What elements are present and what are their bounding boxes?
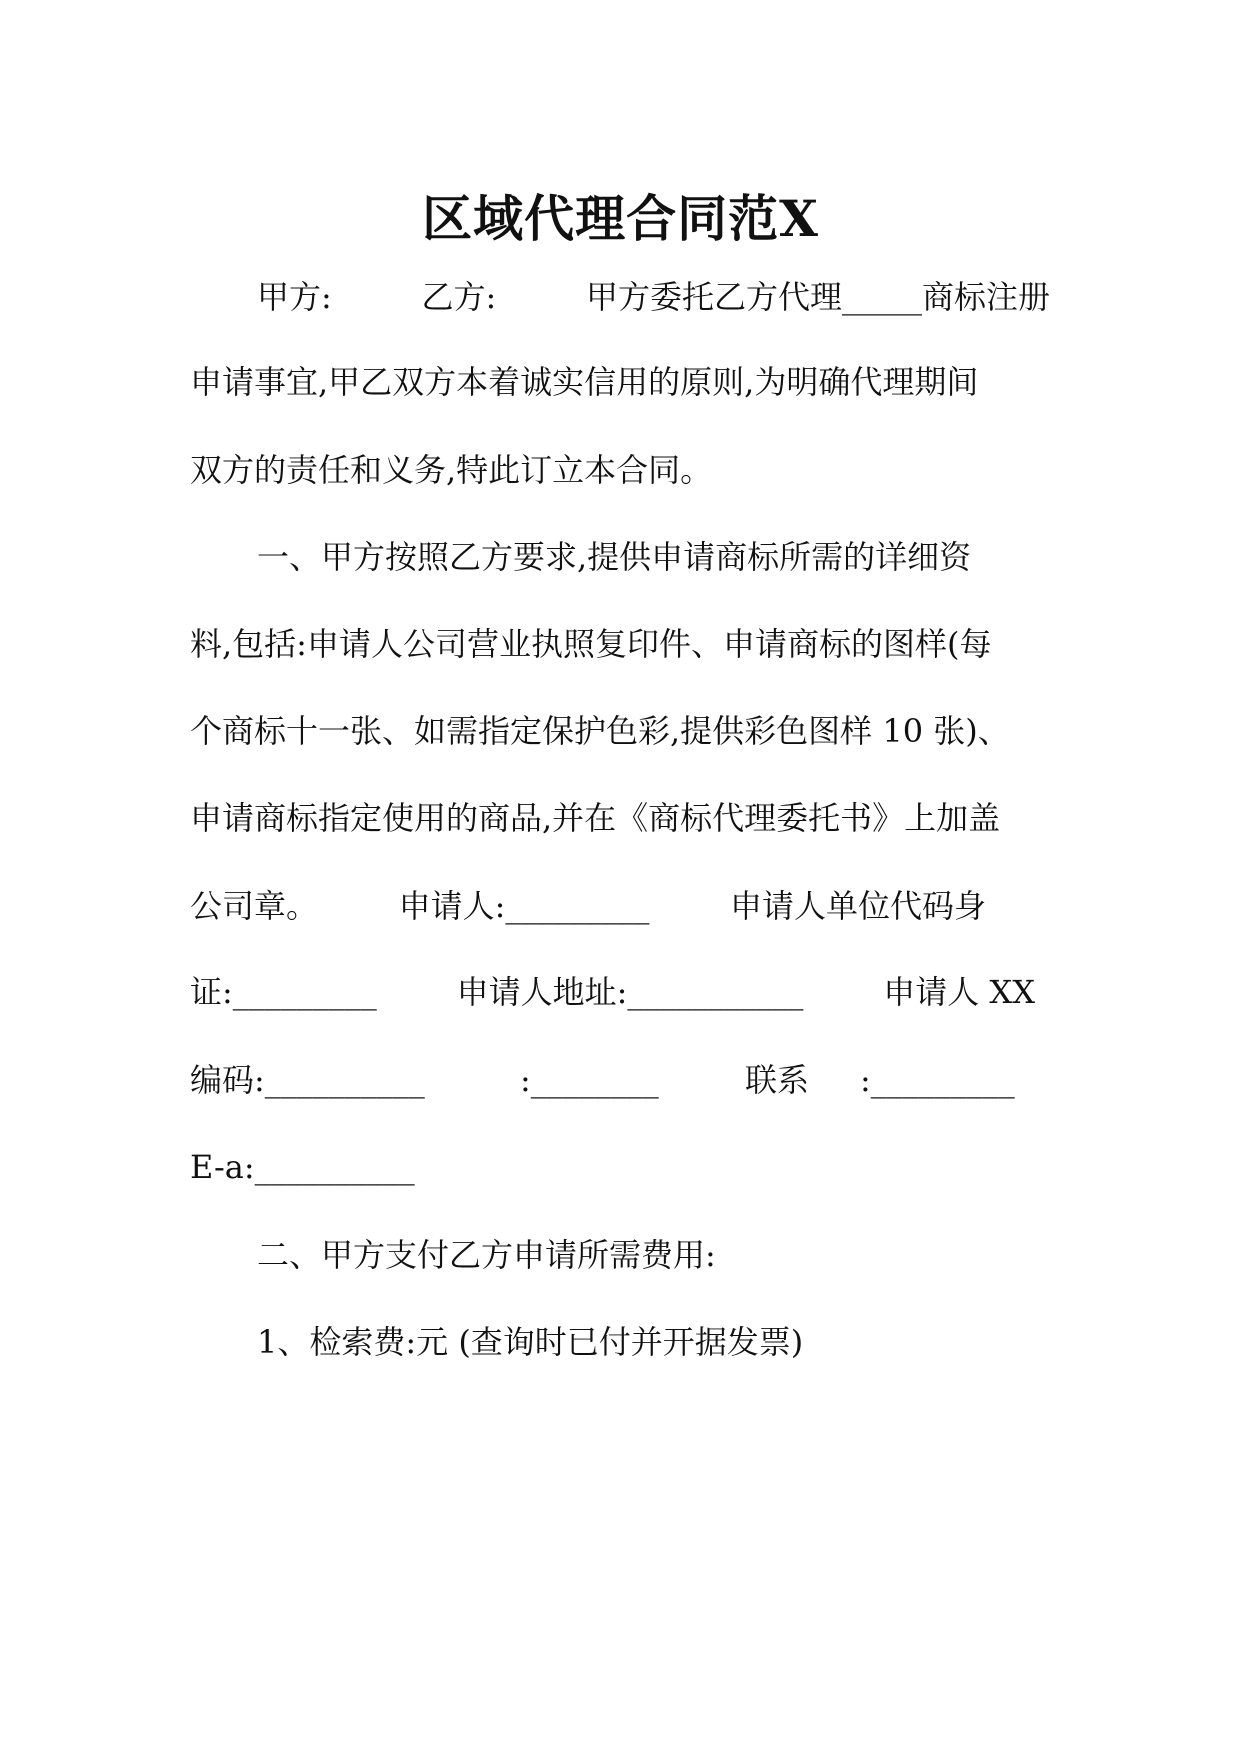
paragraph-text: 申请事宜,甲乙双方本着诚实信用的原则,为明确代理期间: [190, 363, 979, 401]
entrust-text: 甲方委托乙方代理_____商标注册: [585, 278, 1050, 316]
paragraph-line-parties: [257, 275, 1050, 319]
applicant-xx-label: 申请人 XX: [883, 973, 1035, 1011]
paragraph-text: 料,包括:申请人公司营业执照复印件、申请商标的图样(每: [190, 625, 992, 663]
email-line: [190, 1145, 1050, 1189]
applicant-field: 申请人:_________: [398, 887, 650, 925]
applicant-address-field: 申请人地址:___________: [456, 973, 804, 1011]
paragraph-text: 一、甲方按照乙方要求,提供申请商标所需的详细资: [257, 538, 972, 576]
applicant-code-label: 申请人单位代码身: [729, 887, 986, 925]
contact-field: :_________: [860, 1061, 1015, 1099]
section-1-heading-line: [257, 535, 1050, 579]
paragraph-line: [190, 622, 1050, 666]
section-2-heading-line: [257, 1233, 1050, 1277]
postcode-field: 编码:__________: [190, 1061, 425, 1099]
address-line: [190, 970, 1035, 1014]
paragraph-text: 二、甲方支付乙方申请所需费用:: [257, 1236, 716, 1274]
paragraph-text: 个商标十一张、如需指定保护色彩,提供彩色图样 10 张)、: [190, 712, 1010, 750]
id-field: 证:_________: [190, 973, 377, 1011]
email-field: E-a:__________: [190, 1148, 415, 1186]
search-fee-text: 1、检索费:元 (查询时已付并开据发票): [257, 1323, 804, 1361]
contact-label: 联系: [745, 1061, 810, 1099]
fee-item-line: [257, 1320, 1050, 1364]
paragraph-line: [190, 709, 1050, 753]
paragraph-line: [190, 796, 1050, 840]
paragraph-line: [190, 448, 1050, 492]
party-a-label: 甲方:: [257, 278, 332, 316]
party-b-label: 乙方:: [421, 278, 497, 316]
paragraph-text: 双方的责任和义务,特此订立本合同。: [190, 451, 713, 489]
company-seal-text: 公司章。: [190, 887, 319, 925]
applicant-line: [190, 884, 986, 928]
paragraph-text: 申请商标指定使用的商品,并在《商标代理委托书》上加盖: [190, 799, 1001, 837]
phone-field: :________: [520, 1061, 659, 1099]
document-title: 区域代理合同范X: [422, 188, 819, 248]
paragraph-line: [190, 360, 1050, 404]
